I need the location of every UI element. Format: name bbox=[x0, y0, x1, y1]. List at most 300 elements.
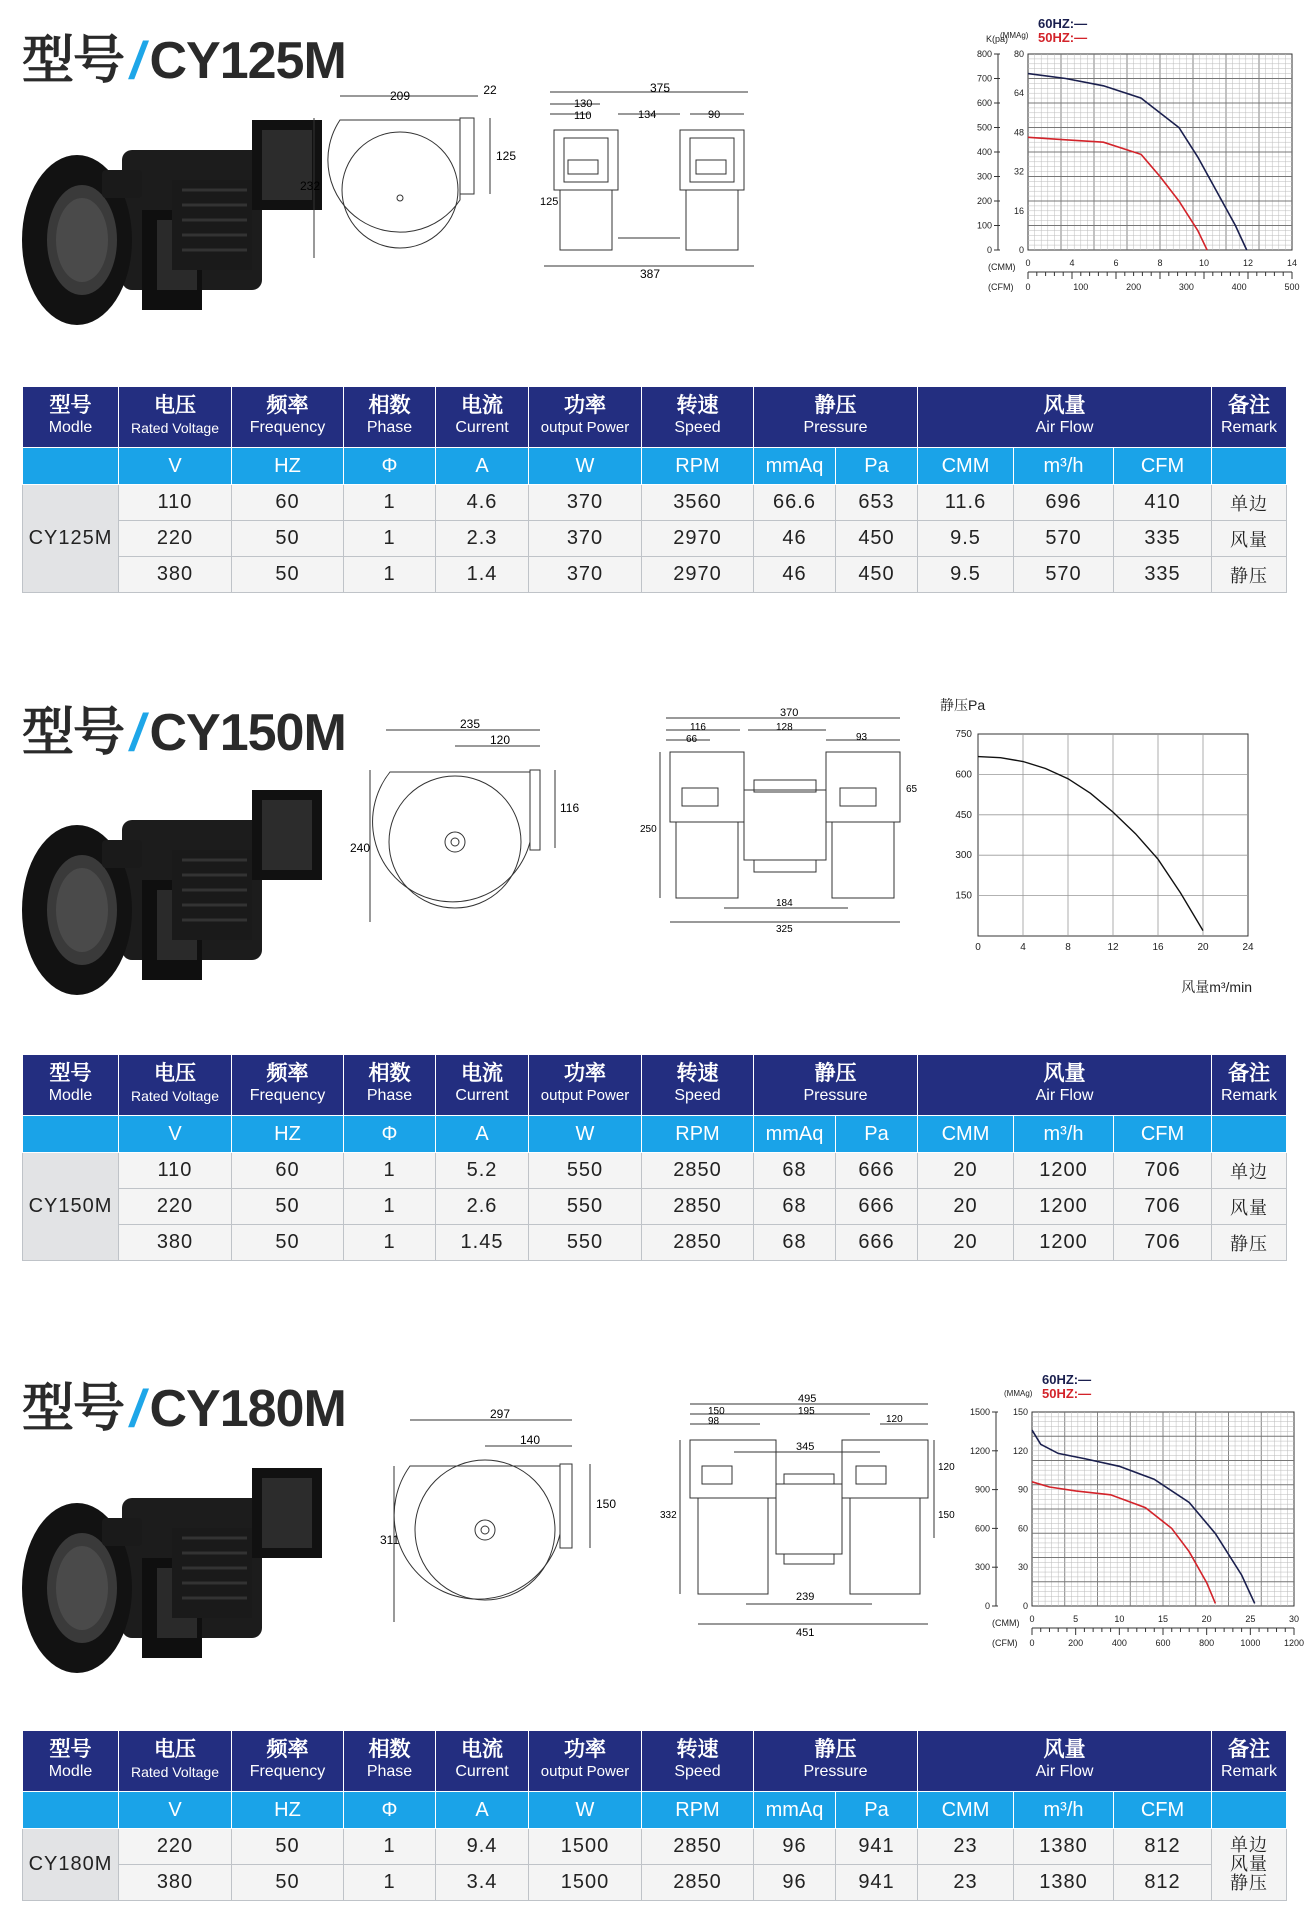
x-cmm-tick-label: 0 bbox=[1029, 1614, 1035, 1624]
remark-cell: 静压 bbox=[1212, 557, 1287, 593]
unit-cfm: CFM bbox=[1114, 1116, 1212, 1153]
dim-text: 128 bbox=[776, 722, 793, 733]
title-prefix: 型号 bbox=[22, 32, 125, 90]
header-row bbox=[23, 387, 1287, 448]
dim-text: 250 bbox=[640, 824, 657, 835]
unit-w: W bbox=[529, 1116, 642, 1153]
cell: 550 bbox=[529, 1225, 642, 1261]
cell: 666 bbox=[836, 1153, 918, 1189]
cell: 96 bbox=[754, 1829, 836, 1865]
unit-rpm: RPM bbox=[642, 1116, 754, 1153]
unit-pa: Pa bbox=[836, 1792, 918, 1829]
title-prefix: 型号 bbox=[22, 1380, 125, 1438]
dim-text: 240 bbox=[350, 841, 371, 855]
th-power: 功率 output Power bbox=[529, 1731, 642, 1792]
header-row bbox=[23, 1055, 1287, 1116]
cell: 50 bbox=[232, 521, 344, 557]
dim-text: 116 bbox=[560, 801, 580, 815]
cell: 941 bbox=[836, 1865, 918, 1901]
y-mm-unit: (MMAg) bbox=[1000, 31, 1029, 40]
y-tick-label: 750 bbox=[955, 729, 972, 740]
section-title bbox=[22, 18, 346, 93]
y-mm-tick-label: 80 bbox=[1013, 49, 1024, 59]
th-frequency: 频率 Frequency bbox=[232, 387, 344, 448]
y-mm-tick-label: 0 bbox=[1022, 1601, 1028, 1611]
cell: 3.4 bbox=[436, 1865, 529, 1901]
top-dimension-drawing bbox=[650, 1388, 955, 1639]
unit-hz: HZ bbox=[232, 1116, 344, 1153]
th-current: 电流 Current bbox=[436, 387, 529, 448]
cell: 23 bbox=[918, 1865, 1014, 1901]
dim-text: 66 bbox=[686, 734, 698, 745]
unit-mmaq: mmAq bbox=[754, 1116, 836, 1153]
y-tick-label: 150 bbox=[955, 890, 972, 902]
y-pa-tick-label: 0 bbox=[984, 1601, 990, 1611]
cell: 2970 bbox=[642, 521, 754, 557]
unit-cmm: CMM bbox=[918, 1116, 1014, 1153]
unit-rpm: RPM bbox=[642, 1792, 754, 1829]
th-pressure: 静压 Pressure bbox=[754, 387, 918, 448]
spec-table-cy180m bbox=[22, 1730, 1287, 1901]
x-cfm-tick-label: 400 bbox=[1111, 1638, 1127, 1648]
cell: 1 bbox=[344, 557, 436, 593]
th-power: 功率 output Power bbox=[529, 387, 642, 448]
remark-cell: 风量 bbox=[1212, 1189, 1287, 1225]
top-dimension-drawing bbox=[540, 80, 770, 280]
th-voltage: 电压 Rated Voltage bbox=[119, 1055, 232, 1116]
y-pa-tick-label: 600 bbox=[974, 1523, 990, 1534]
cell: 2850 bbox=[642, 1189, 754, 1225]
unit-m3h: m³/h bbox=[1014, 1792, 1114, 1829]
unit-row bbox=[23, 1792, 1287, 1829]
y-mm-tick-label: 48 bbox=[1013, 127, 1024, 138]
th-voltage: 电压 Rated Voltage bbox=[119, 387, 232, 448]
unit-m3h: m³/h bbox=[1014, 1116, 1114, 1153]
cell: 1 bbox=[344, 521, 436, 557]
th-frequency: 频率 Frequency bbox=[232, 1055, 344, 1116]
dim-text: 90 bbox=[708, 109, 721, 121]
blower-photo bbox=[22, 110, 332, 330]
cell: 1500 bbox=[529, 1865, 642, 1901]
dim-text: 495 bbox=[798, 1393, 817, 1405]
x-cmm-tick-label: 20 bbox=[1201, 1614, 1212, 1624]
model-cell: CY125M bbox=[23, 485, 119, 593]
cell: 370 bbox=[529, 521, 642, 557]
dim-text: 239 bbox=[796, 1591, 815, 1603]
y-axis-label: 静压Pa bbox=[940, 697, 986, 713]
y-pa-tick-label: 900 bbox=[974, 1484, 990, 1495]
cell: 4.6 bbox=[436, 485, 529, 521]
cell: 68 bbox=[754, 1153, 836, 1189]
cell: 46 bbox=[754, 521, 836, 557]
th-model: 型号 Modle bbox=[23, 1055, 119, 1116]
y-pa-tick-label: 500 bbox=[976, 122, 992, 133]
x-cmm-unit: (CMM) bbox=[988, 262, 1016, 272]
th-model: 型号 Modle bbox=[23, 1731, 119, 1792]
unit-a: A bbox=[436, 1116, 529, 1153]
cell: 706 bbox=[1114, 1189, 1212, 1225]
unit-w: W bbox=[529, 1792, 642, 1829]
x-cfm-tick-label: 200 bbox=[1126, 282, 1142, 292]
cell: 96 bbox=[754, 1865, 836, 1901]
performance-chart-cy180m bbox=[950, 1370, 1305, 1680]
section-cy150m bbox=[0, 672, 1307, 1292]
remark-cell: 静压 bbox=[1212, 1225, 1287, 1261]
unit-model bbox=[23, 1116, 119, 1153]
unit-row bbox=[23, 448, 1287, 485]
y-tick-label: 300 bbox=[955, 850, 972, 862]
x-tick-label: 24 bbox=[1242, 942, 1254, 953]
cell: 550 bbox=[529, 1189, 642, 1225]
x-cmm-tick-label: 0 bbox=[1025, 258, 1031, 268]
th-speed: 转速 Speed bbox=[642, 1731, 754, 1792]
y-tick-label: 450 bbox=[955, 809, 972, 821]
remark-cell: 单边 bbox=[1212, 1153, 1287, 1189]
x-cmm-tick-label: 10 bbox=[1114, 1614, 1125, 1624]
unit-model bbox=[23, 448, 119, 485]
th-phase: 相数 Phase bbox=[344, 1731, 436, 1792]
dim-text: 332 bbox=[660, 1510, 677, 1521]
dim-text: 150 bbox=[708, 1406, 725, 1417]
section-title bbox=[22, 690, 346, 765]
cell: 380 bbox=[119, 1865, 232, 1901]
cell: 46 bbox=[754, 557, 836, 593]
unit-row bbox=[23, 1116, 1287, 1153]
th-current: 电流 Current bbox=[436, 1055, 529, 1116]
unit-v: V bbox=[119, 1116, 232, 1153]
legend-50hz: 50HZ:— bbox=[1042, 1386, 1092, 1401]
cell: 812 bbox=[1114, 1829, 1212, 1865]
dim-text: 120 bbox=[886, 1414, 903, 1425]
header-row bbox=[23, 1731, 1287, 1792]
performance-chart-cy150m bbox=[930, 688, 1300, 1008]
y-mm-tick-label: 150 bbox=[1012, 1407, 1028, 1417]
x-tick-label: 16 bbox=[1152, 942, 1164, 953]
unit-rpm: RPM bbox=[642, 448, 754, 485]
cell: 2850 bbox=[642, 1829, 754, 1865]
y-pa-tick-label: 700 bbox=[976, 73, 992, 84]
dim-text: 297 bbox=[490, 1407, 511, 1421]
cell: 335 bbox=[1114, 521, 1212, 557]
dim-text: 195 bbox=[798, 1406, 815, 1417]
unit-v: V bbox=[119, 448, 232, 485]
cell: 50 bbox=[232, 557, 344, 593]
x-tick-label: 20 bbox=[1197, 942, 1209, 953]
legend-60hz: 60HZ:— bbox=[1042, 1372, 1092, 1387]
x-cmm-tick-label: 5 bbox=[1073, 1614, 1079, 1624]
dim-text: 451 bbox=[796, 1627, 815, 1639]
dim-text: 232 bbox=[300, 179, 321, 193]
th-pressure: 静压 Pressure bbox=[754, 1731, 918, 1792]
dim-text: 130 bbox=[574, 98, 593, 110]
cell: 1380 bbox=[1014, 1829, 1114, 1865]
y-pa-tick-label: 300 bbox=[976, 171, 992, 182]
dim-text: 235 bbox=[460, 717, 481, 731]
cell: 550 bbox=[529, 1153, 642, 1189]
y-pa-unit: K(pa) bbox=[986, 34, 1009, 44]
cell: 1.45 bbox=[436, 1225, 529, 1261]
dim-text: 125 bbox=[540, 196, 559, 208]
cell: 1 bbox=[344, 1153, 436, 1189]
dim-text: 325 bbox=[776, 924, 793, 935]
th-remark: 备注 Remark bbox=[1212, 387, 1287, 448]
x-cmm-tick-label: 4 bbox=[1069, 258, 1075, 268]
cell: 2850 bbox=[642, 1225, 754, 1261]
y-mm-tick-label: 64 bbox=[1013, 88, 1024, 99]
th-remark: 备注 Remark bbox=[1212, 1055, 1287, 1116]
cell: 410 bbox=[1114, 485, 1212, 521]
dim-text: 22 bbox=[483, 83, 497, 97]
cell: 68 bbox=[754, 1189, 836, 1225]
dim-text: 184 bbox=[776, 898, 793, 909]
unit-phi: Φ bbox=[344, 1116, 436, 1153]
unit-cfm: CFM bbox=[1114, 1792, 1212, 1829]
th-speed: 转速 Speed bbox=[642, 1055, 754, 1116]
cell: 50 bbox=[232, 1865, 344, 1901]
y-pa-tick-label: 1200 bbox=[969, 1445, 990, 1456]
unit-mmaq: mmAq bbox=[754, 1792, 836, 1829]
y-pa-tick-label: 100 bbox=[976, 220, 992, 231]
th-current: 电流 Current bbox=[436, 1731, 529, 1792]
unit-phi: Φ bbox=[344, 448, 436, 485]
cell: 370 bbox=[529, 485, 642, 521]
y-pa-tick-label: 600 bbox=[976, 98, 992, 108]
cell: 50 bbox=[232, 1225, 344, 1261]
dim-text: 140 bbox=[520, 1433, 541, 1447]
y-pa-tick-label: 200 bbox=[976, 196, 992, 206]
cell: 220 bbox=[119, 1189, 232, 1225]
unit-a: A bbox=[436, 1792, 529, 1829]
dim-text: 93 bbox=[856, 732, 868, 743]
dim-text: 98 bbox=[708, 1416, 720, 1427]
remark-cell: 单边 bbox=[1212, 485, 1287, 521]
cell: 11.6 bbox=[918, 485, 1014, 521]
unit-cmm: CMM bbox=[918, 448, 1014, 485]
dim-text: 375 bbox=[650, 81, 671, 95]
table-row bbox=[23, 1865, 1287, 1901]
unit-pa: Pa bbox=[836, 1116, 918, 1153]
unit-model bbox=[23, 1792, 119, 1829]
cell: 696 bbox=[1014, 485, 1114, 521]
dim-text: 345 bbox=[796, 1441, 815, 1453]
th-power: 功率 output Power bbox=[529, 1055, 642, 1116]
x-cfm-tick-label: 1200 bbox=[1283, 1638, 1305, 1648]
th-remark: 备注 Remark bbox=[1212, 1731, 1287, 1792]
x-cfm-tick-label: 400 bbox=[1231, 282, 1247, 292]
x-cfm-unit: (CFM) bbox=[988, 282, 1014, 292]
cell: 1 bbox=[344, 1189, 436, 1225]
cell: 1 bbox=[344, 1865, 436, 1901]
title-prefix: 型号 bbox=[22, 704, 125, 762]
model-cell: CY150M bbox=[23, 1153, 119, 1261]
cell: 20 bbox=[918, 1153, 1014, 1189]
th-phase: 相数 Phase bbox=[344, 387, 436, 448]
cell: 1.4 bbox=[436, 557, 529, 593]
dim-text: 65 bbox=[906, 784, 918, 795]
x-cmm-tick-label: 8 bbox=[1157, 258, 1163, 268]
cell: 220 bbox=[119, 521, 232, 557]
dim-text: 387 bbox=[640, 267, 661, 281]
table-row bbox=[23, 1189, 1287, 1225]
dim-text: 110 bbox=[574, 110, 592, 122]
cell: 1200 bbox=[1014, 1189, 1114, 1225]
x-cfm-tick-label: 300 bbox=[1178, 282, 1194, 292]
th-voltage: 电压 Rated Voltage bbox=[119, 1731, 232, 1792]
y-pa-tick-label: 0 bbox=[986, 245, 992, 255]
dim-text: 150 bbox=[596, 1497, 617, 1511]
spec-table-cy125m bbox=[22, 386, 1287, 593]
x-cfm-tick-label: 1000 bbox=[1240, 1638, 1261, 1648]
y-mm-tick-label: 0 bbox=[1018, 245, 1024, 255]
cell: 9.5 bbox=[918, 557, 1014, 593]
cell: 570 bbox=[1014, 557, 1114, 593]
x-cfm-tick-label: 200 bbox=[1068, 1638, 1084, 1648]
table-row bbox=[23, 557, 1287, 593]
dim-text: 116 bbox=[690, 722, 706, 733]
x-cmm-tick-label: 15 bbox=[1157, 1614, 1169, 1624]
cell: 220 bbox=[119, 1829, 232, 1865]
table-row bbox=[23, 521, 1287, 557]
unit-hz: HZ bbox=[232, 1792, 344, 1829]
cell: 706 bbox=[1114, 1225, 1212, 1261]
dim-text: 311 bbox=[380, 1533, 400, 1547]
cell: 666 bbox=[836, 1225, 918, 1261]
unit-remark bbox=[1212, 1116, 1287, 1153]
dim-text: 120 bbox=[490, 733, 511, 747]
th-speed: 转速 Speed bbox=[642, 387, 754, 448]
y-mm-unit: (MMAg) bbox=[1004, 1389, 1033, 1398]
y-pa-tick-label: 1500 bbox=[969, 1407, 990, 1417]
cell: 380 bbox=[119, 1225, 232, 1261]
y-tick-label: 600 bbox=[955, 769, 972, 781]
cell: 2850 bbox=[642, 1865, 754, 1901]
unit-pa: Pa bbox=[836, 448, 918, 485]
unit-w: W bbox=[529, 448, 642, 485]
front-dimension-drawing bbox=[300, 80, 520, 270]
cell: 9.4 bbox=[436, 1829, 529, 1865]
cell: 1380 bbox=[1014, 1865, 1114, 1901]
x-cfm-tick-label: 100 bbox=[1073, 282, 1089, 292]
cell: 23 bbox=[918, 1829, 1014, 1865]
table-row bbox=[23, 1153, 1287, 1189]
x-cfm-tick-label: 800 bbox=[1199, 1638, 1215, 1648]
cell: 666 bbox=[836, 1189, 918, 1225]
cell: 50 bbox=[232, 1189, 344, 1225]
performance-chart-cy125m bbox=[930, 14, 1300, 354]
cell: 706 bbox=[1114, 1153, 1212, 1189]
x-cfm-tick-label: 600 bbox=[1155, 1638, 1171, 1648]
x-cfm-tick-label: 0 bbox=[1025, 282, 1031, 292]
unit-cmm: CMM bbox=[918, 1792, 1014, 1829]
section-title bbox=[22, 1366, 346, 1441]
cell: 653 bbox=[836, 485, 918, 521]
blower-photo bbox=[22, 1458, 332, 1678]
cell: 941 bbox=[836, 1829, 918, 1865]
unit-cfm: CFM bbox=[1114, 448, 1212, 485]
blower-photo bbox=[22, 780, 332, 1000]
y-mm-tick-label: 60 bbox=[1017, 1523, 1028, 1534]
unit-v: V bbox=[119, 1792, 232, 1829]
x-cmm-tick-label: 6 bbox=[1113, 258, 1119, 268]
y-mm-tick-label: 32 bbox=[1013, 166, 1024, 177]
unit-mmaq: mmAq bbox=[754, 448, 836, 485]
x-tick-label: 12 bbox=[1107, 942, 1119, 953]
cell: 1 bbox=[344, 485, 436, 521]
dim-text: 150 bbox=[938, 1510, 955, 1521]
remark-cell: 单边 风量 静压 bbox=[1212, 1829, 1287, 1901]
cell: 1500 bbox=[529, 1829, 642, 1865]
table-row bbox=[23, 1225, 1287, 1261]
cell: 370 bbox=[529, 557, 642, 593]
cell: 1 bbox=[344, 1225, 436, 1261]
unit-a: A bbox=[436, 448, 529, 485]
spec-table-cy150m bbox=[22, 1054, 1287, 1261]
cell: 450 bbox=[836, 521, 918, 557]
cell: 68 bbox=[754, 1225, 836, 1261]
cell: 380 bbox=[119, 557, 232, 593]
section-cy180m bbox=[0, 1348, 1307, 1920]
th-frequency: 频率 Frequency bbox=[232, 1731, 344, 1792]
unit-hz: HZ bbox=[232, 448, 344, 485]
cell: 1200 bbox=[1014, 1153, 1114, 1189]
y-pa-tick-label: 300 bbox=[974, 1562, 990, 1573]
x-cfm-tick-label: 0 bbox=[1029, 1638, 1035, 1648]
front-dimension-drawing bbox=[350, 712, 610, 932]
unit-phi: Φ bbox=[344, 1792, 436, 1829]
unit-remark bbox=[1212, 448, 1287, 485]
x-cmm-tick-label: 14 bbox=[1286, 258, 1298, 268]
title-model: CY150M bbox=[149, 704, 346, 762]
th-airflow: 风量 Air Flow bbox=[918, 1055, 1212, 1116]
table-row bbox=[23, 485, 1287, 521]
title-model: CY125M bbox=[149, 32, 346, 90]
dim-text: 370 bbox=[780, 707, 799, 719]
x-cfm-unit: (CFM) bbox=[992, 1638, 1018, 1648]
x-tick-label: 8 bbox=[1065, 942, 1071, 953]
y-mm-tick-label: 16 bbox=[1013, 205, 1024, 216]
top-dimension-drawing bbox=[630, 702, 930, 935]
y-mm-tick-label: 90 bbox=[1017, 1484, 1028, 1495]
remark-cell: 风量 bbox=[1212, 521, 1287, 557]
title-model: CY180M bbox=[149, 1380, 346, 1438]
th-airflow: 风量 Air Flow bbox=[918, 1731, 1212, 1792]
th-phase: 相数 Phase bbox=[344, 1055, 436, 1116]
unit-m3h: m³/h bbox=[1014, 448, 1114, 485]
cell: 570 bbox=[1014, 521, 1114, 557]
title-slash: / bbox=[130, 704, 144, 762]
title-slash: / bbox=[130, 32, 144, 90]
cell: 450 bbox=[836, 557, 918, 593]
th-model: 型号 Modle bbox=[23, 387, 119, 448]
cell: 335 bbox=[1114, 557, 1212, 593]
th-airflow: 风量 Air Flow bbox=[918, 387, 1212, 448]
legend-60hz: 60HZ:— bbox=[1038, 16, 1088, 31]
x-axis-label: 风量m³/min bbox=[1181, 979, 1252, 995]
x-cmm-tick-label: 12 bbox=[1242, 258, 1254, 268]
cell: 66.6 bbox=[754, 485, 836, 521]
cell: 1200 bbox=[1014, 1225, 1114, 1261]
y-mm-tick-label: 120 bbox=[1012, 1445, 1028, 1456]
x-cfm-tick-label: 500 bbox=[1284, 282, 1300, 292]
cell: 9.5 bbox=[918, 521, 1014, 557]
cell: 50 bbox=[232, 1829, 344, 1865]
y-mm-tick-label: 30 bbox=[1017, 1562, 1028, 1573]
table-row bbox=[23, 1829, 1287, 1865]
cell: 2850 bbox=[642, 1153, 754, 1189]
cell: 110 bbox=[119, 1153, 232, 1189]
cell: 2.6 bbox=[436, 1189, 529, 1225]
cell: 3560 bbox=[642, 485, 754, 521]
